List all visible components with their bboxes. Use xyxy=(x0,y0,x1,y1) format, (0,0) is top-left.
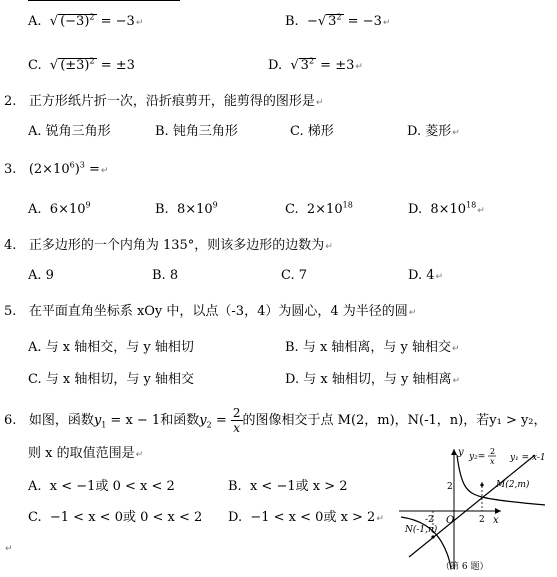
q6-option-c: C. −1 < x < 0或 0 < x < 2 xyxy=(28,510,203,525)
tick-x-2: 2 xyxy=(479,515,485,525)
x-axis-label: x xyxy=(493,515,499,526)
q6-option-b: B. x < −1或 x > 2 xyxy=(228,479,348,494)
label-n: N(-1,n) xyxy=(405,525,438,535)
q4-stem: 4. 正多边形的一个内角为 135°，则该多边形的边数为↵ xyxy=(4,238,333,253)
q3-option-d: D. $8\times 10^{18}↵$ xyxy=(408,200,485,217)
q1-option-b: B. −√ $3^2$ = −3↵ xyxy=(285,12,391,29)
q6-option-a: A. x < −1或 0 < x < 2 xyxy=(28,479,175,494)
q1-option-c: C. √ $(\pm 3)^2 = \pm 3$ xyxy=(28,56,135,73)
q3-option-c: C. $2\times 10^{18}$ xyxy=(285,200,353,217)
figure-caption: （第 6 题） xyxy=(441,562,489,572)
q3-option-a: A. $6\times 10^9$ xyxy=(28,200,91,217)
q4-option-b: B. 8 xyxy=(152,268,179,283)
y-axis-arrow xyxy=(451,449,457,455)
tick-x-neg2: -2 xyxy=(425,515,434,525)
q1-option-d: D. √ $3^2$ = ±3↵ xyxy=(268,56,363,73)
origin-label: O xyxy=(446,515,455,526)
q5-option-b: B. 与 x 轴相离，与 y 轴相交↵ xyxy=(285,340,460,355)
q6-stem-line2: 则 x 的取值范围是↵ xyxy=(28,446,144,461)
q2-stem: 2. 正方形纸片折一次，沿折痕剪开，能剪得的图形是↵ xyxy=(4,94,324,109)
y2-frac-num: 2 xyxy=(490,447,496,456)
function-graph xyxy=(395,445,557,577)
q5-option-d: D. 与 x 轴相切，与 y 轴相离↵ xyxy=(285,372,460,387)
q2-option-d: D. 菱形↵ xyxy=(407,124,460,139)
q5-stem: 5. 在平面直角坐标系 xOy 中，以点（-3，4）为圆心，4 为半径的圆↵ xyxy=(4,304,417,319)
y1-label: y₁ = x-1 xyxy=(510,453,546,463)
q4-option-c: C. 7 xyxy=(281,268,308,283)
q3-stem: 3. $(2\times 10^6)^3$ =↵ xyxy=(4,160,109,177)
top-rule xyxy=(28,0,180,1)
q4-option-d: D. 4↵ xyxy=(408,268,444,283)
label-m: M(2,m) xyxy=(496,480,530,490)
q2-option-b: B. 钝角三角形 xyxy=(155,124,238,139)
q2-option-a: A. 锐角三角形 xyxy=(28,124,111,139)
q4-option-a: A. 9 xyxy=(28,268,54,283)
q5-option-a: A. 与 x 轴相交，与 y 轴相切 xyxy=(28,340,194,355)
q3-option-b: B. $8\times 10^9$ xyxy=(155,200,218,217)
line-y1 xyxy=(409,455,535,557)
q5-option-c: C. 与 x 轴相切，与 y 轴相交 xyxy=(28,372,194,387)
y-axis-label: y xyxy=(458,447,464,458)
point-m xyxy=(480,483,483,486)
q2-option-c: C. 梯形 xyxy=(290,124,334,139)
paragraph-mark: ↵ xyxy=(5,544,13,554)
q6-option-d: D. −1 < x < 0或 x > 2↵ xyxy=(228,510,384,525)
q6-stem: 6. 如图，函数$y_1 = x - 1$和函数$y_2$ = $\frac{2}{x}$ 的图像相交于点 M(2，m)，N(-1，n)，若y₁ > y₂， xyxy=(4,406,547,435)
q1-option-a: A. √ $(-3)^2$ = −3↵ xyxy=(28,12,144,29)
point-n xyxy=(431,535,434,538)
y2-frac-den: x xyxy=(490,457,495,466)
x-axis-arrow xyxy=(495,508,501,514)
y2-label: y₂= xyxy=(469,452,486,462)
tick-y-2: 2 xyxy=(447,482,453,492)
